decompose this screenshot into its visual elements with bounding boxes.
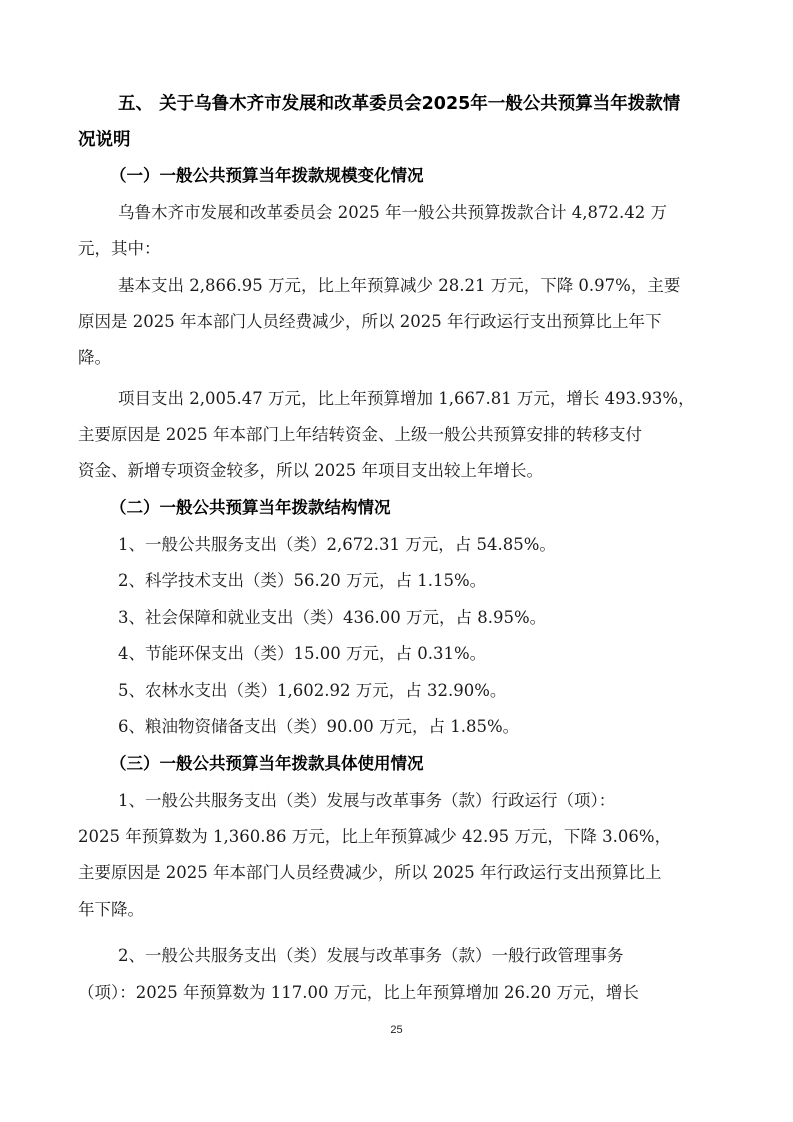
section-title-line-2: 况说明 (78, 130, 131, 150)
paragraph-line: 年下降。 (78, 900, 144, 919)
list-item: 2、科学技术支出（类）56.20 万元，占 1.15%。 (118, 571, 487, 590)
paragraph-line: （项）：2025 年预算数为 117.00 万元，比上年预算增加 26.20 万元，增长 (78, 983, 639, 1002)
paragraph-line: 元，其中： (78, 239, 161, 258)
subheading-1: （一）一般公共预算当年拨款规模变化情况 (110, 166, 424, 185)
list-item: 6、粮油物资储备支出（类）90.00 万元，占 1.85%。 (118, 717, 520, 736)
page-number: 25 (390, 1024, 403, 1036)
subheading-2: （二）一般公共预算当年拨款结构情况 (110, 498, 391, 517)
paragraph-line: 原因是 2025 年本部门人员经费减少，所以 2025 年行政运行支出预算比上年下 (78, 312, 662, 331)
list-item: 3、社会保障和就业支出（类）436.00 万元，占 8.95%。 (118, 608, 547, 627)
paragraph-line: 项目支出 2,005.47 万元，比上年预算增加 1,667.81 万元，增长 493.93%， (118, 389, 695, 408)
paragraph-line: 主要原因是 2025 年本部门人员经费减少，所以 2025 年行政运行支出预算比上 (78, 863, 662, 882)
paragraph-line: 资金、新增专项资金较多，所以 2025 年项目支出较上年增长。 (78, 461, 543, 480)
paragraph-line: 主要原因是 2025 年本部门上年结转资金、上级一般公共预算安排的转移支付 (78, 425, 642, 444)
subheading-3: （三）一般公共预算当年拨款具体使用情况 (110, 754, 424, 773)
section-title-line-1: 五、 关于乌鲁木齐市发展和改革委员会2025年一般公共预算当年拨款情 (118, 94, 681, 114)
list-item: 1、一般公共服务支出（类）2,672.31 万元，占 54.85%。 (118, 535, 556, 554)
paragraph-line: 2025 年预算数为 1,360.86 万元，比上年预算减少 42.95 万元，下降 3.06%， (78, 827, 672, 846)
paragraph-line: 2、一般公共服务支出（类）发展与改革事务（款）一般行政管理事务 (118, 946, 624, 965)
paragraph-line: 乌鲁木齐市发展和改革委员会 2025 年一般公共预算拨款合计 4,872.42 万 (118, 203, 667, 222)
list-item: 5、农林水支出（类）1,602.92 万元，占 32.90%。 (118, 681, 507, 700)
paragraph-line: 降。 (78, 348, 111, 367)
list-item: 4、节能环保支出（类）15.00 万元，占 0.31%。 (118, 644, 487, 663)
paragraph-line: 基本支出 2,866.95 万元，比上年预算减少 28.21 万元，下降 0.97%，主要 (118, 276, 681, 295)
paragraph-line: 1、一般公共服务支出（类）发展与改革事务（款）行政运行（项）： (118, 791, 616, 810)
